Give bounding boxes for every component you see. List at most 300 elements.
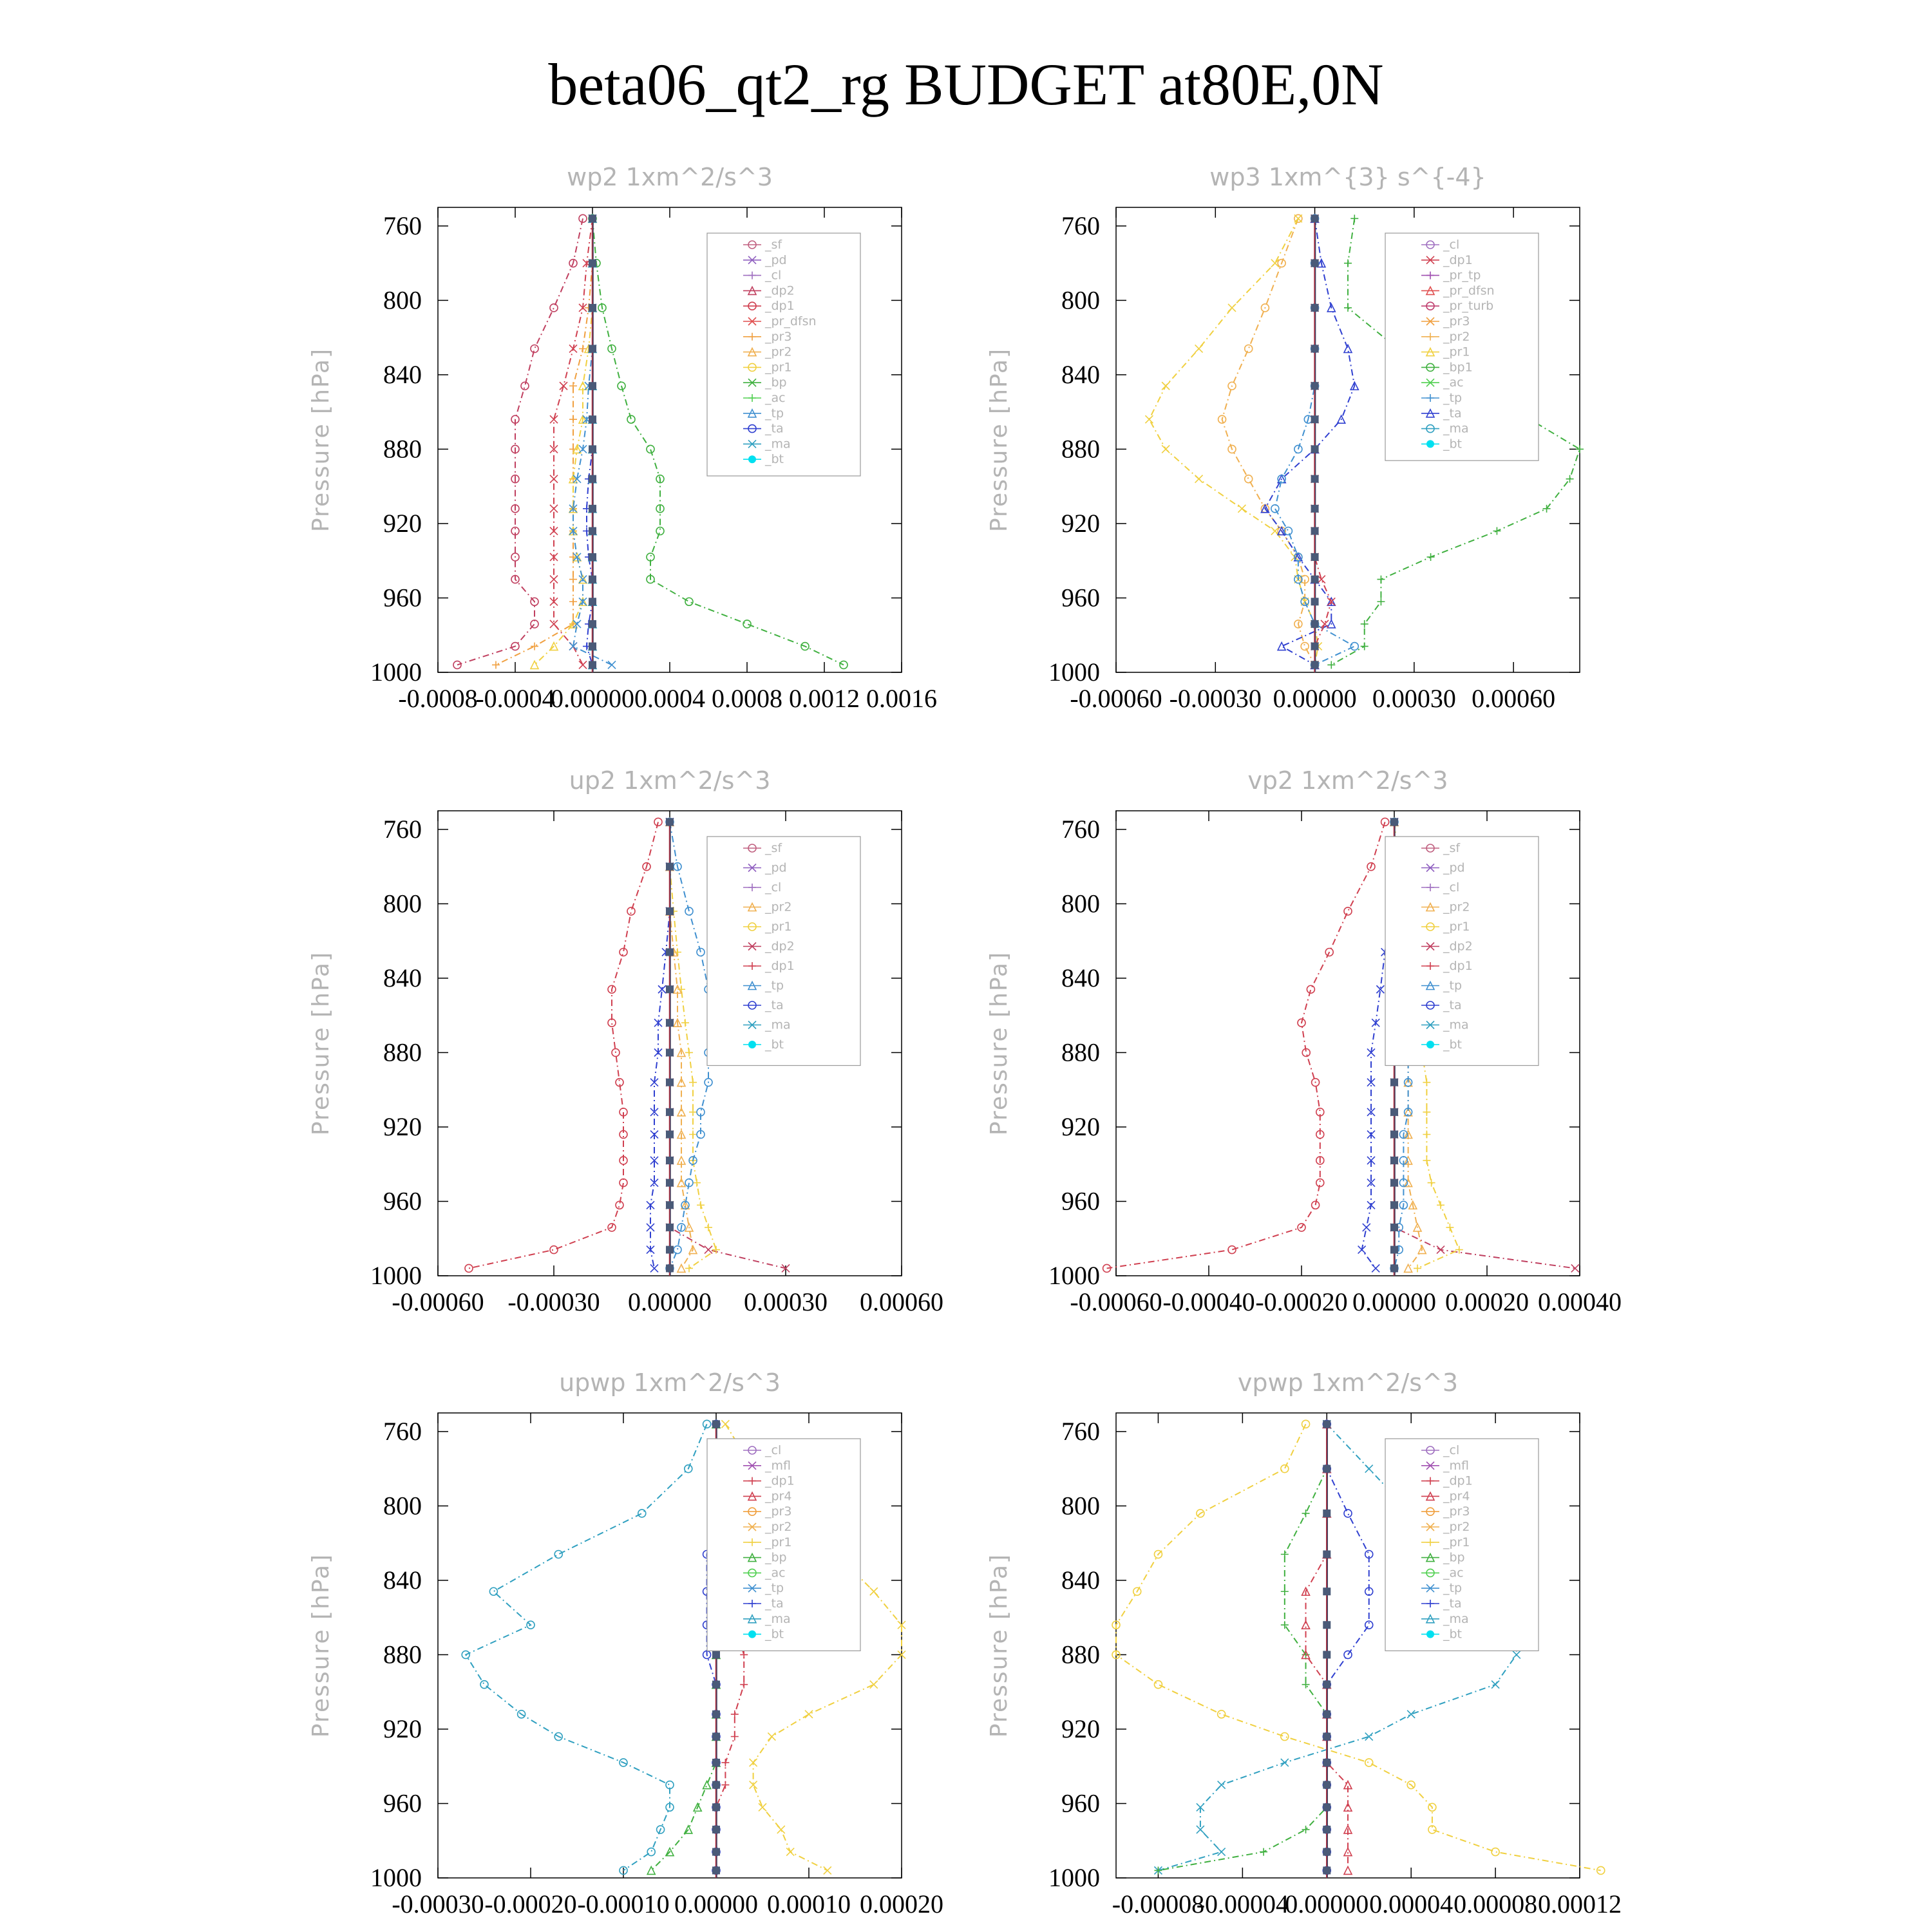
zero-term-marker: [666, 1019, 674, 1027]
zero-term-marker: [589, 598, 596, 605]
legend-label: _ma: [765, 1611, 791, 1626]
y-tick-label: 840: [383, 963, 422, 992]
zero-term-marker: [1311, 260, 1319, 267]
zero-term-marker: [666, 948, 674, 956]
zero-term-marker: [666, 1131, 674, 1139]
data-point: [1423, 1157, 1430, 1164]
data-point: [569, 598, 577, 605]
legend-label: _sf: [765, 238, 782, 252]
zero-term-marker: [1311, 661, 1319, 668]
data-point: [1294, 214, 1302, 222]
data-point: [550, 505, 558, 513]
zero-term-marker: [712, 1651, 720, 1658]
legend-label: _ma: [1443, 1611, 1469, 1626]
panel-title: upwp 1xm^2/s^3: [559, 1368, 781, 1397]
x-tick-label: -0.00008: [1112, 1889, 1205, 1918]
data-point: [1162, 445, 1170, 453]
legend-label: _pr2: [765, 900, 792, 914]
data-point: [647, 1866, 655, 1874]
x-tick-label: 0.0008: [712, 684, 782, 713]
y-tick-label: 800: [1061, 889, 1100, 918]
data-point: [1493, 527, 1501, 535]
x-tick-label: 0.00030: [744, 1287, 828, 1316]
data-point: [1365, 1621, 1373, 1629]
zero-term-marker: [712, 1826, 720, 1833]
zero-term-marker: [712, 1803, 720, 1811]
legend: [707, 1439, 860, 1651]
data-point: [1350, 643, 1358, 650]
zero-term-marker: [1323, 1848, 1331, 1856]
zero-term-marker: [589, 643, 596, 650]
data-point: [550, 576, 558, 583]
zero-term-marker: [1311, 382, 1319, 390]
data-point: [627, 415, 635, 423]
y-tick-label: 880: [1061, 434, 1100, 464]
zero-term-marker: [1311, 304, 1319, 312]
zero-term-marker: [589, 382, 596, 390]
zero-term-marker: [1390, 1224, 1398, 1231]
data-point: [1228, 1246, 1236, 1254]
data-point: [1377, 576, 1385, 583]
data-point: [1162, 382, 1170, 390]
series-dp2: [453, 214, 587, 668]
data-point: [750, 1759, 757, 1766]
data-point: [1307, 985, 1314, 993]
zero-term-marker: [1390, 1201, 1398, 1209]
zero-term-marker: [712, 1781, 720, 1789]
zero-term-marker: [1323, 1710, 1331, 1718]
data-point: [1423, 1108, 1430, 1116]
legend-label: _ta: [1443, 406, 1462, 421]
legend-label: _pr2: [765, 1520, 792, 1534]
y-axis-label: Pressure [hPa]: [308, 1553, 334, 1738]
data-point: [1437, 1201, 1444, 1209]
zero-term-marker: [1323, 1420, 1331, 1428]
zero-term-marker: [1390, 1246, 1398, 1254]
data-point: [705, 1224, 712, 1231]
legend-label: _sf: [765, 841, 782, 855]
zero-line-cluster: [589, 214, 596, 672]
y-tick-label: 1000: [370, 1863, 422, 1892]
y-axis-label: Pressure [hPa]: [308, 347, 334, 533]
y-tick-label: 1000: [1048, 1261, 1100, 1290]
data-point: [550, 475, 558, 483]
zero-term-marker: [1311, 415, 1319, 423]
legend-marker: [1426, 1631, 1434, 1638]
legend: [707, 233, 860, 476]
panel-title: vpwp 1xm^2/s^3: [1237, 1368, 1459, 1397]
data-point: [697, 1201, 705, 1209]
y-axis-label: Pressure [hPa]: [308, 951, 334, 1136]
data-point: [768, 1733, 775, 1741]
x-tick-label: -0.00040: [1162, 1287, 1255, 1316]
legend-label: _pr_dfsn: [1443, 283, 1495, 298]
series-dp1: [465, 818, 662, 1272]
data-point: [1281, 1550, 1289, 1558]
legend-label: _pr1: [765, 1535, 792, 1549]
x-tick-label: -0.00030: [1169, 684, 1262, 713]
data-point: [693, 1179, 701, 1187]
x-tick-label: -0.00020: [1255, 1287, 1348, 1316]
series-ma: [462, 1420, 710, 1874]
data-point: [1302, 1681, 1310, 1689]
zero-term-marker: [1323, 1733, 1331, 1741]
data-point: [1365, 1465, 1373, 1473]
data-point: [531, 620, 538, 628]
data-point: [786, 1848, 794, 1856]
zero-term-marker: [589, 214, 596, 222]
data-point: [531, 643, 538, 650]
x-tick-label: 0.00000: [628, 1287, 712, 1316]
series-pr1: [531, 214, 596, 668]
legend-label: _bp1: [1443, 360, 1473, 375]
x-tick-label: -0.0008: [398, 684, 478, 713]
x-tick-label: -0.00060: [1070, 684, 1162, 713]
legend-label: _dp2: [765, 283, 795, 298]
legend-marker: [748, 1041, 756, 1048]
y-tick-label: 920: [1061, 508, 1100, 538]
zero-term-marker: [1311, 214, 1319, 222]
legend-label: _tp: [1443, 391, 1463, 405]
legend-label: _ma: [765, 437, 791, 451]
y-tick-label: 760: [1061, 211, 1100, 240]
y-tick-label: 1000: [370, 1261, 422, 1290]
data-point: [608, 661, 616, 668]
legend-label: _pr3: [765, 329, 792, 344]
zero-term-marker: [666, 1179, 674, 1187]
data-point: [1576, 445, 1584, 453]
legend-label: _cl: [1443, 238, 1460, 252]
zero-term-marker: [666, 1201, 674, 1209]
y-tick-label: 920: [1061, 1714, 1100, 1743]
series-pr1: [1145, 214, 1321, 668]
zero-term-marker: [666, 1224, 674, 1231]
panel-title: wp3 1xm^{3} s^{-4}: [1209, 163, 1486, 191]
zero-term-marker: [1390, 1108, 1398, 1116]
data-point: [1377, 598, 1385, 605]
data-point: [1414, 1264, 1421, 1272]
legend-label: _pd: [1443, 860, 1465, 875]
zero-term-marker: [589, 661, 596, 668]
x-tick-label: -0.00060: [392, 1287, 484, 1316]
data-point: [1492, 1848, 1499, 1856]
series-line: [469, 822, 658, 1268]
legend-label: _bt: [765, 452, 784, 467]
zero-term-marker: [1323, 1803, 1331, 1811]
legend-label: _bp: [1443, 1550, 1465, 1565]
data-point: [1407, 1710, 1415, 1718]
legend-label: _pr2: [765, 345, 792, 359]
zero-term-marker: [1311, 445, 1319, 453]
data-point: [721, 1759, 729, 1766]
zero-term-marker: [666, 818, 674, 826]
data-point: [579, 576, 587, 583]
y-tick-label: 880: [383, 434, 422, 464]
data-point: [1260, 1848, 1267, 1856]
legend-label: _ta: [1443, 1596, 1462, 1611]
legend-marker: [748, 1631, 756, 1638]
data-point: [1301, 643, 1309, 650]
zero-term-marker: [712, 1733, 720, 1741]
zero-term-marker: [1390, 1131, 1398, 1139]
x-tick-label: 0.00000: [1352, 1287, 1436, 1316]
data-point: [1245, 475, 1253, 483]
zero-term-marker: [666, 1157, 674, 1164]
data-point: [1423, 1079, 1430, 1086]
data-point: [647, 1848, 655, 1856]
legend-marker: [1426, 1041, 1434, 1048]
legend-label: _pr1: [1443, 1535, 1470, 1549]
series-line: [457, 218, 583, 665]
zero-term-marker: [1311, 345, 1319, 352]
x-tick-label: -0.0004: [475, 684, 555, 713]
legend: [1385, 1439, 1539, 1651]
y-tick-label: 800: [383, 889, 422, 918]
legend-label: _pr1: [765, 920, 792, 934]
panel-title: wp2 1xm^2/s^3: [567, 163, 773, 191]
series-dp1: [1103, 818, 1389, 1272]
zero-term-marker: [589, 260, 596, 267]
zero-term-marker: [1323, 1510, 1331, 1517]
data-point: [677, 1264, 685, 1272]
data-point: [521, 382, 529, 390]
x-tick-label: 0.00020: [860, 1889, 943, 1918]
data-point: [743, 620, 751, 628]
zero-term-marker: [712, 1420, 720, 1428]
data-point: [1350, 214, 1358, 222]
zero-term-marker: [666, 1079, 674, 1086]
legend-label: _cl: [765, 880, 782, 895]
data-point: [1372, 1264, 1379, 1272]
legend-label: _ac: [1443, 1566, 1464, 1580]
y-axis-label: Pressure [hPa]: [986, 347, 1012, 533]
chart-panel-1: [308, 163, 937, 713]
legend-label: _cl: [1443, 1443, 1460, 1457]
y-tick-label: 760: [1061, 814, 1100, 844]
legend-label: _pr3: [1443, 314, 1470, 328]
data-point: [1361, 643, 1368, 650]
data-point: [647, 445, 654, 453]
zero-term-marker: [1311, 475, 1319, 483]
legend: [1385, 233, 1539, 460]
data-point: [740, 1651, 748, 1658]
series-line: [496, 218, 592, 665]
data-point: [627, 907, 635, 915]
y-tick-label: 880: [1061, 1037, 1100, 1067]
data-point: [1278, 643, 1285, 650]
data-point: [1492, 1681, 1499, 1689]
legend-label: _pr4: [765, 1489, 792, 1504]
zero-term-marker: [666, 1246, 674, 1254]
data-point: [703, 1781, 711, 1789]
x-tick-label: 0.00000: [674, 1889, 758, 1918]
x-tick-label: -0.00004: [1196, 1889, 1289, 1918]
x-tick-label: 0.00010: [767, 1889, 851, 1918]
data-point: [674, 948, 681, 956]
legend-label: _bp: [765, 1550, 787, 1565]
zero-term-marker: [589, 553, 596, 561]
y-tick-label: 960: [383, 1788, 422, 1818]
y-tick-label: 960: [383, 1186, 422, 1216]
legend-label: _dp1: [765, 1473, 795, 1488]
legend-label: _cl: [1443, 880, 1460, 895]
legend-label: _dp1: [765, 299, 795, 314]
y-tick-label: 920: [383, 1112, 422, 1141]
legend-label: _ta: [765, 421, 784, 436]
data-point: [550, 1246, 558, 1254]
data-point: [1344, 1510, 1352, 1517]
legend-label: _dp1: [765, 959, 795, 973]
y-tick-label: 840: [383, 1565, 422, 1595]
data-point: [1327, 661, 1335, 668]
zero-line-cluster: [1311, 214, 1319, 672]
y-tick-label: 840: [1061, 359, 1100, 389]
legend-label: _pr1: [1443, 345, 1470, 359]
y-tick-label: 920: [1061, 1112, 1100, 1141]
legend-marker: [748, 455, 756, 463]
zero-line-cluster: [1323, 1420, 1331, 1878]
y-tick-label: 760: [383, 1416, 422, 1446]
legend-label: _sf: [1443, 841, 1461, 855]
y-tick-label: 760: [383, 814, 422, 844]
zero-term-marker: [712, 1759, 720, 1766]
y-tick-label: 960: [1061, 1788, 1100, 1818]
x-tick-label: 0.00000: [551, 684, 634, 713]
legend-label: _bt: [1443, 437, 1463, 451]
zero-term-marker: [1390, 818, 1398, 826]
legend-label: _ac: [765, 1566, 786, 1580]
legend-label: _ta: [765, 998, 784, 1012]
data-point: [1238, 505, 1245, 513]
legend-label: _pr1: [765, 360, 792, 375]
legend-label: _dp1: [1443, 1473, 1473, 1488]
series-line: [1149, 218, 1318, 665]
data-point: [492, 661, 500, 668]
data-point: [750, 1781, 757, 1789]
zero-term-marker: [712, 1848, 720, 1856]
data-point: [685, 598, 693, 605]
data-point: [705, 1246, 712, 1254]
legend-label: _ta: [1443, 998, 1462, 1012]
zero-term-marker: [589, 475, 596, 483]
x-tick-label: -0.00030: [507, 1287, 600, 1316]
data-point: [1271, 505, 1279, 513]
legend-label: _pr3: [1443, 1504, 1470, 1519]
zero-term-marker: [666, 1048, 674, 1056]
legend-label: _ac: [1443, 375, 1464, 390]
data-point: [1344, 907, 1352, 915]
zero-term-marker: [1323, 1465, 1331, 1473]
y-tick-label: 840: [1061, 963, 1100, 992]
legend-label: _dp1: [1443, 959, 1473, 973]
panel-title: vp2 1xm^2/s^3: [1247, 766, 1448, 795]
legend-label: _ta: [765, 1596, 784, 1611]
data-point: [550, 304, 558, 312]
data-point: [480, 1681, 488, 1689]
legend-label: _mfl: [765, 1458, 791, 1473]
legend-label: _cl: [765, 268, 782, 283]
x-tick-label: 0.00060: [1472, 684, 1556, 713]
legend-label: _pr4: [1443, 1489, 1470, 1504]
data-point: [1228, 304, 1236, 312]
zero-term-marker: [712, 1710, 720, 1718]
y-tick-label: 1000: [1048, 658, 1100, 687]
x-tick-label: -0.00010: [577, 1889, 670, 1918]
chart-panel-4: [986, 766, 1622, 1316]
data-point: [1344, 304, 1352, 312]
legend-label: _mfl: [1443, 1458, 1469, 1473]
data-point: [1302, 1826, 1310, 1833]
y-tick-label: 840: [1061, 1565, 1100, 1595]
legend-label: _dp1: [1443, 252, 1473, 267]
chart-panel-2: [986, 163, 1584, 713]
zero-term-marker: [1311, 576, 1319, 583]
zero-term-marker: [666, 985, 674, 993]
y-tick-label: 960: [1061, 583, 1100, 612]
zero-term-marker: [666, 1108, 674, 1116]
y-axis-label: Pressure [hPa]: [986, 951, 1012, 1136]
data-point: [685, 1048, 693, 1056]
legend-label: _pr_tp: [1443, 268, 1481, 283]
legend-label: _pr2: [1443, 1520, 1470, 1534]
chart-panel-3: [308, 766, 943, 1316]
data-point: [1245, 345, 1253, 352]
data-point: [1195, 475, 1203, 483]
legend-label: _pr1: [1443, 920, 1470, 934]
y-tick-label: 800: [1061, 285, 1100, 315]
series-line: [651, 1424, 716, 1870]
y-tick-label: 760: [1061, 1416, 1100, 1446]
series-pr3: [492, 214, 596, 668]
zero-term-marker: [589, 304, 596, 312]
data-point: [712, 1246, 720, 1254]
x-tick-label: 0.00060: [860, 1287, 943, 1316]
data-point: [1281, 1587, 1289, 1595]
legend-label: _pd: [765, 860, 787, 875]
data-point: [531, 661, 538, 668]
data-point: [1365, 1733, 1373, 1741]
legend-label: _cl: [765, 1443, 782, 1457]
data-point: [721, 1781, 729, 1789]
data-point: [740, 1681, 748, 1689]
data-point: [638, 1510, 646, 1517]
y-tick-label: 1000: [1048, 1863, 1100, 1892]
data-point: [689, 1079, 697, 1086]
x-tick-label: 0.00012: [1538, 1889, 1622, 1918]
y-tick-label: 920: [383, 508, 422, 538]
zero-term-marker: [589, 576, 596, 583]
data-point: [569, 553, 577, 561]
legend-label: _tp: [1443, 1581, 1463, 1596]
series-line: [1158, 1424, 1327, 1870]
y-tick-label: 800: [383, 1491, 422, 1520]
data-point: [721, 1420, 729, 1428]
legend-label: _bt: [765, 1037, 784, 1052]
legend-label: _tp: [1443, 978, 1463, 993]
data-point: [569, 382, 577, 390]
zero-term-marker: [589, 505, 596, 513]
data-point: [824, 1866, 831, 1874]
data-point: [569, 415, 577, 423]
zero-term-marker: [1390, 1179, 1398, 1187]
chart-panel-5: [308, 1368, 943, 1918]
legend-label: _tp: [765, 406, 784, 421]
legend-marker: [1426, 440, 1434, 448]
data-point: [647, 1224, 654, 1231]
zero-term-marker: [1390, 1079, 1398, 1086]
x-tick-label: 0.0012: [789, 684, 860, 713]
series-line: [535, 218, 592, 665]
